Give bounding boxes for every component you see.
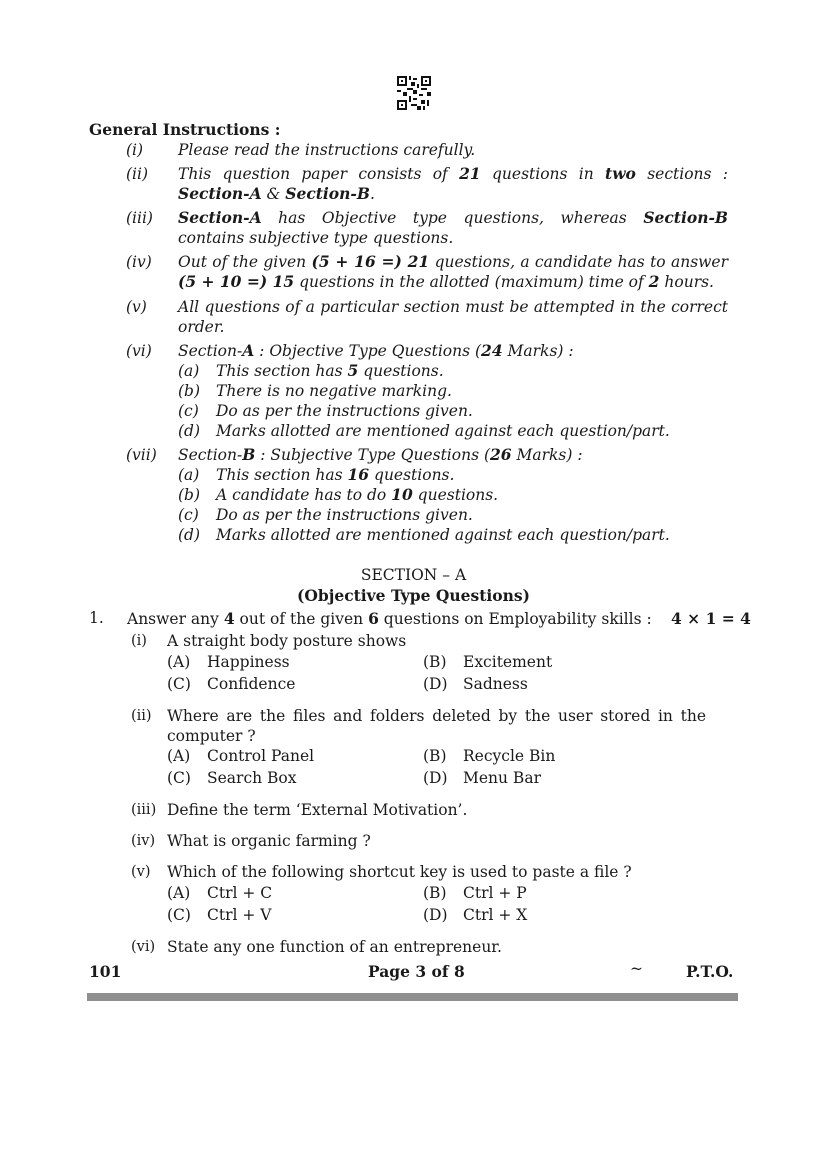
subquestion-text: Which of the following shortcut key is used to paste a file ? xyxy=(167,863,632,881)
instruction-item xyxy=(126,252,728,292)
section-a-note xyxy=(178,401,473,421)
note-text: Marks allotted are mentioned against each question/part. xyxy=(216,526,670,544)
footer-divider xyxy=(87,993,738,1001)
option-text: Sadness xyxy=(463,675,528,693)
instruction-item xyxy=(126,445,728,465)
subquestion xyxy=(131,862,706,882)
note-text: This section has 16 questions. xyxy=(216,465,455,484)
subquestion xyxy=(131,937,706,957)
option-text: Ctrl + C xyxy=(207,884,273,902)
instruction-text: This question paper consists of 21 questions in two sections : Section-A & Section-B. xyxy=(178,164,728,203)
instruction-text: All questions of a particular section must be attempted in the correct order. xyxy=(178,298,728,336)
option-text: Ctrl + V xyxy=(207,906,272,924)
instruction-text: Section-A has Objective type questions, whereas Section-B contains subjective type questions. xyxy=(178,208,728,247)
note-label: (c) xyxy=(178,402,199,420)
instruction-number: (v) xyxy=(126,298,147,316)
subquestion xyxy=(131,800,706,820)
instruction-number: (vi) xyxy=(126,342,152,360)
section-b-note xyxy=(178,465,454,485)
option-text: Ctrl + X xyxy=(463,906,528,924)
subquestion-number: (vi) xyxy=(131,939,156,955)
option-label: (A) xyxy=(167,747,191,765)
question-text: Answer any 4 out of the given 6 questions on Employability skills : xyxy=(127,609,652,628)
note-text: There is no negative marking. xyxy=(216,382,452,400)
option xyxy=(167,769,297,787)
option-text: Excitement xyxy=(463,653,553,671)
subquestion-text: A straight body posture shows xyxy=(167,632,407,650)
option-label: (D) xyxy=(423,906,448,924)
option xyxy=(167,653,290,671)
note-label: (d) xyxy=(178,526,201,544)
instruction-item xyxy=(126,341,728,361)
option xyxy=(423,675,528,693)
note-text: This section has 5 questions. xyxy=(216,361,444,380)
section-b-note xyxy=(178,505,473,525)
subquestion-text: What is organic farming ? xyxy=(167,832,371,850)
subquestion xyxy=(131,631,706,651)
option xyxy=(423,884,527,902)
option xyxy=(167,675,295,693)
section-b-note xyxy=(178,525,670,545)
instruction-number: (i) xyxy=(126,141,144,159)
option-text: Search Box xyxy=(207,769,297,787)
note-label: (a) xyxy=(178,362,200,380)
note-label: (a) xyxy=(178,466,200,484)
option xyxy=(423,769,541,787)
subquestion-number: (iii) xyxy=(131,802,157,818)
subquestion xyxy=(131,706,706,746)
instruction-number: (ii) xyxy=(126,165,149,183)
subquestion-number: (iv) xyxy=(131,833,156,849)
note-label: (b) xyxy=(178,486,201,504)
instruction-text: Section-A : Objective Type Questions (24 Marks) : xyxy=(178,341,574,360)
general-instructions-title: General Instructions : xyxy=(89,120,281,139)
instruction-number: (iii) xyxy=(126,209,153,227)
option-text: Ctrl + P xyxy=(463,884,527,902)
paper-code: 101 xyxy=(89,962,122,981)
instruction-item xyxy=(126,297,728,337)
subquestion-number: (i) xyxy=(131,633,147,649)
subquestion-text: Define the term ‘External Motivation’. xyxy=(167,801,468,819)
option-label: (C) xyxy=(167,769,191,787)
note-label: (d) xyxy=(178,422,201,440)
section-a-note xyxy=(178,361,444,381)
section-a-note xyxy=(178,381,452,401)
instruction-item xyxy=(126,164,728,204)
option xyxy=(423,653,552,671)
option xyxy=(167,884,272,902)
subquestion-number: (v) xyxy=(131,864,151,880)
option-label: (A) xyxy=(167,653,191,671)
instruction-text: Please read the instructions carefully. xyxy=(178,141,476,159)
subquestion-number: (ii) xyxy=(131,708,152,724)
option-text: Happiness xyxy=(207,653,290,671)
option-label: (B) xyxy=(423,884,447,902)
instruction-number: (vii) xyxy=(126,446,157,464)
option xyxy=(167,906,272,924)
subquestion-text: State any one function of an entrepreneur. xyxy=(167,938,502,956)
footer-tilde: ~ xyxy=(630,960,643,978)
option xyxy=(167,747,314,765)
option-label: (C) xyxy=(167,906,191,924)
section-title: SECTION – A xyxy=(360,566,467,584)
note-text: Do as per the instructions given. xyxy=(216,506,473,524)
option-text: Control Panel xyxy=(207,747,315,765)
option-label: (B) xyxy=(423,653,447,671)
option-label: (D) xyxy=(423,675,448,693)
instruction-item xyxy=(126,208,728,248)
subquestion xyxy=(131,831,706,851)
subquestion-text: Where are the files and folders deleted by the user stored in the computer ? xyxy=(167,707,706,745)
page-number: Page 3 of 8 xyxy=(368,962,465,981)
instruction-number: (iv) xyxy=(126,253,152,271)
instruction-item xyxy=(126,140,728,160)
note-label: (c) xyxy=(178,506,199,524)
option-text: Recycle Bin xyxy=(463,747,556,765)
option xyxy=(423,747,555,765)
question-marks: 4 × 1 = 4 xyxy=(671,609,751,628)
note-text: A candidate has to do 10 questions. xyxy=(216,485,499,504)
option xyxy=(423,906,527,924)
note-label: (b) xyxy=(178,382,201,400)
section-subtitle: (Objective Type Questions) xyxy=(297,586,530,605)
please-turn-over: P.T.O. xyxy=(686,962,734,981)
instruction-text: Out of the given (5 + 16 =) 21 questions, a candidate has to answer (5 + 10 =) 15 questions in the allotted (maximum) time of 2 hours. xyxy=(178,252,728,291)
option-label: (B) xyxy=(423,747,447,765)
note-text: Do as per the instructions given. xyxy=(216,402,473,420)
question-number: 1. xyxy=(89,609,104,627)
option-label: (C) xyxy=(167,675,191,693)
option-text: Confidence xyxy=(207,675,296,693)
section-b-note xyxy=(178,485,498,505)
option-label: (D) xyxy=(423,769,448,787)
option-label: (A) xyxy=(167,884,191,902)
option-text: Menu Bar xyxy=(463,769,541,787)
qr-code-icon xyxy=(397,76,431,110)
note-text: Marks allotted are mentioned against each question/part. xyxy=(216,422,670,440)
instruction-text: Section-B : Subjective Type Questions (26 Marks) : xyxy=(178,445,583,464)
section-a-note xyxy=(178,421,670,441)
